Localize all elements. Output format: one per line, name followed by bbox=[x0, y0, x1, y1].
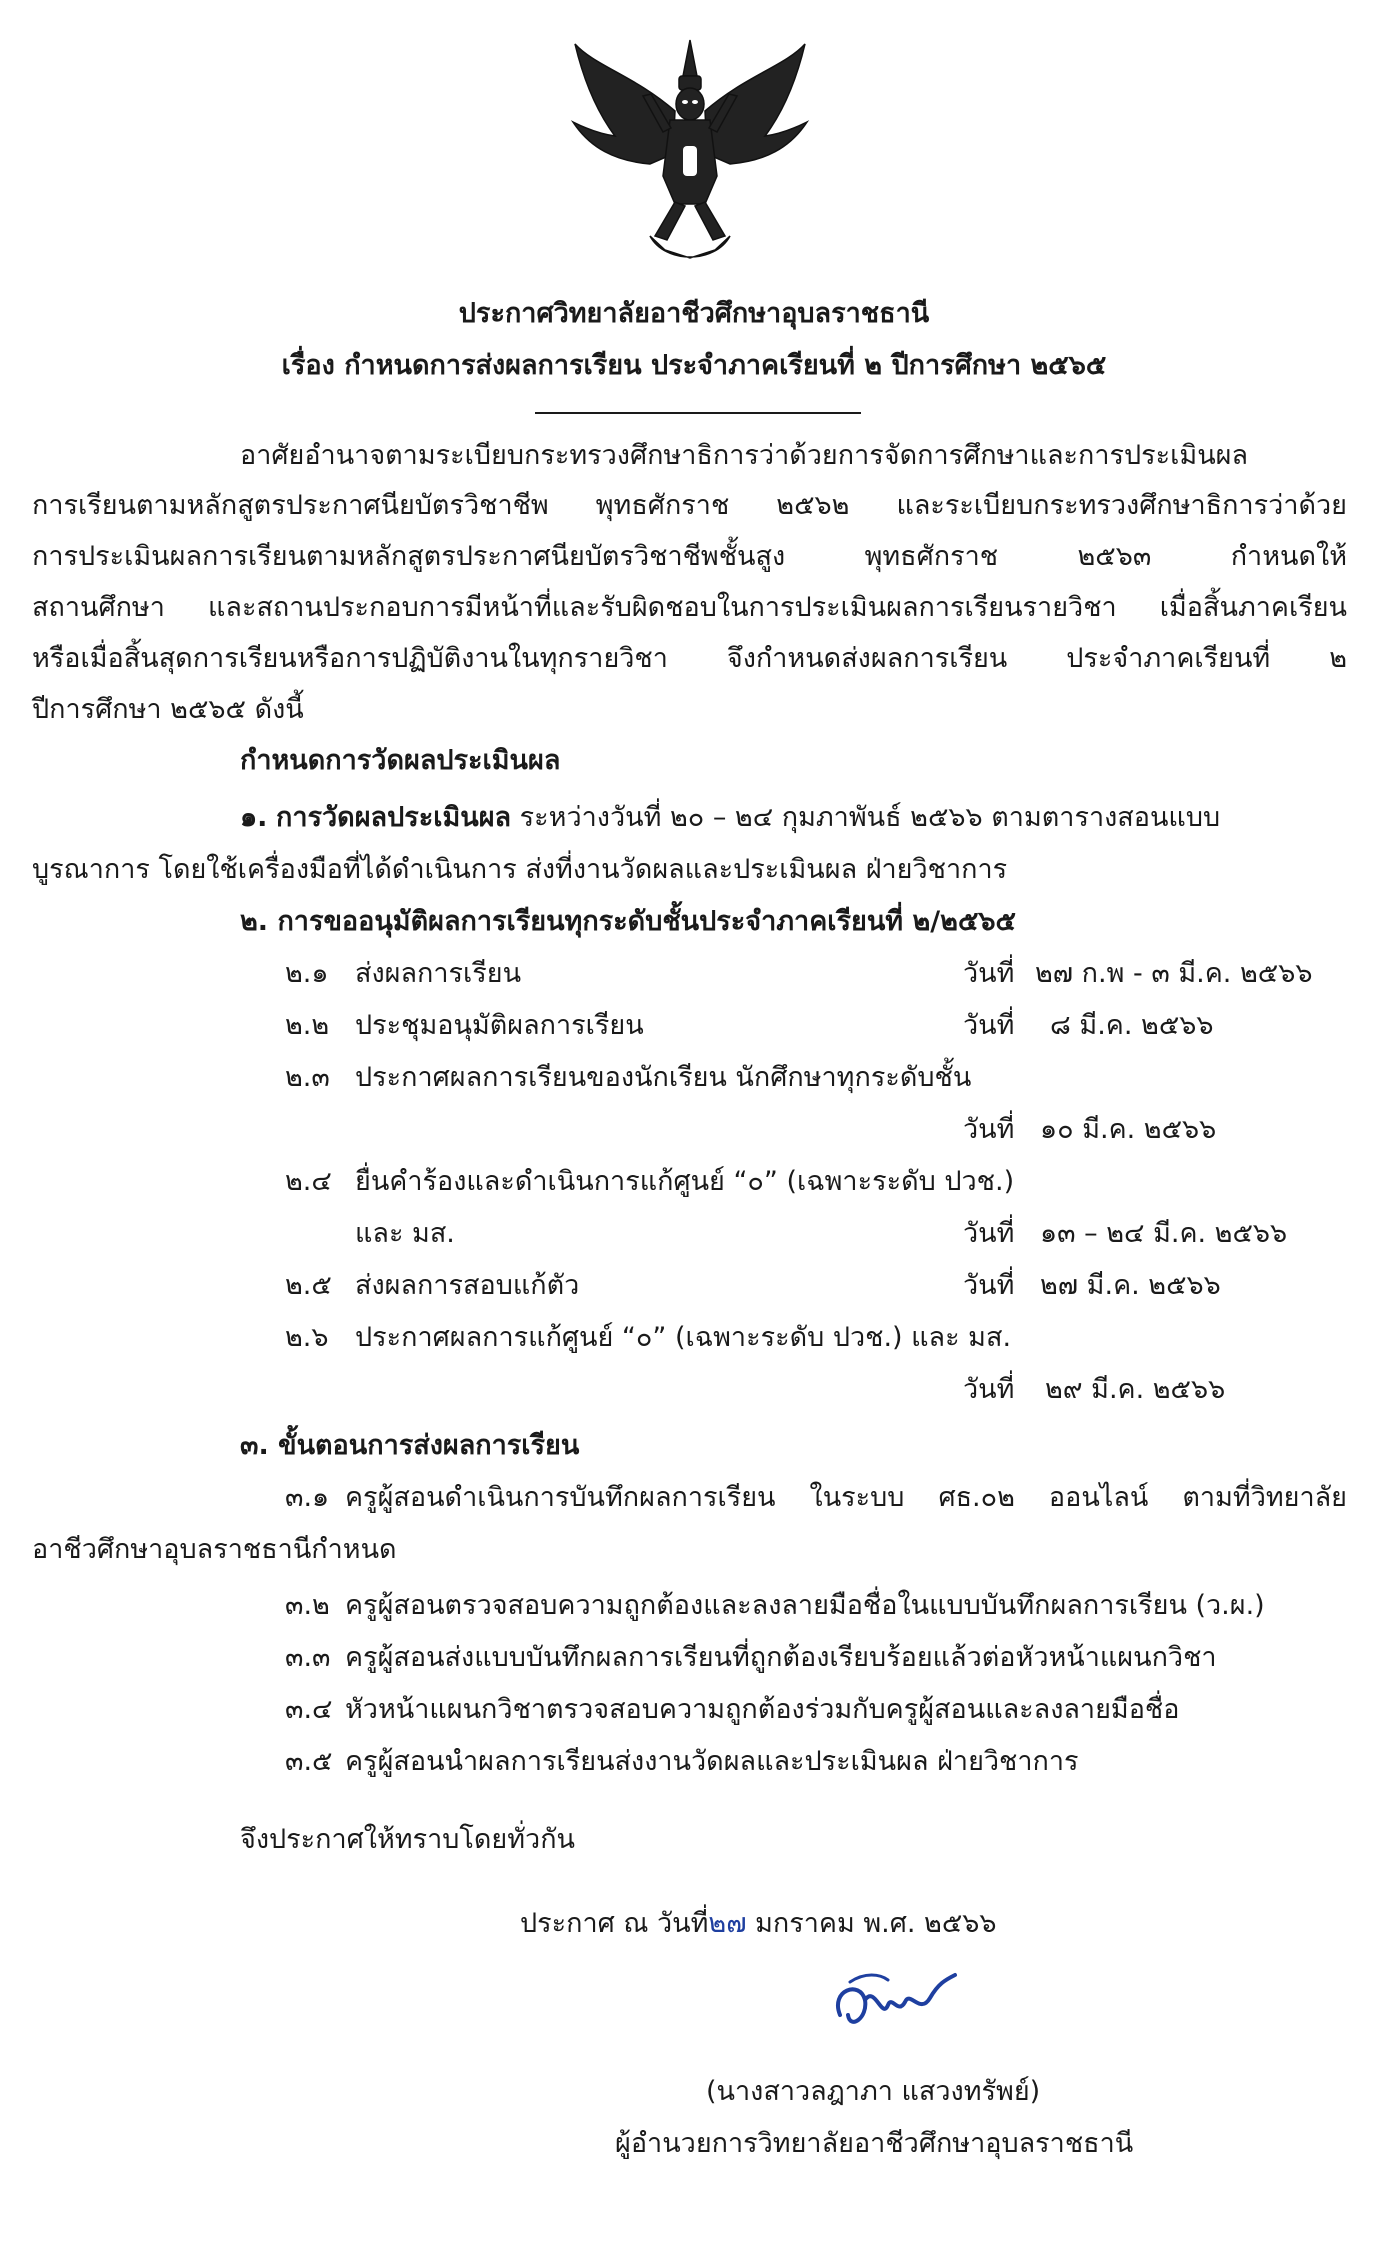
garuda-emblem-icon bbox=[555, 36, 825, 268]
item3-4-number: ๓.๔ bbox=[285, 1694, 333, 1725]
item1-text-2: บูรณาการ โดยใช้เครื่องมือที่ได้ดำเนินการ ส่งที่งานวัดผลและประเมินผล ฝ่ายวิชาการ bbox=[32, 854, 1008, 885]
item3-1-number: ๓.๑ bbox=[285, 1482, 330, 1513]
item2-5-date-label: วันที่ bbox=[963, 1270, 1015, 1301]
intro-line-1: อาศัยอำนาจตามระเบียบกระทรวงศึกษาธิการว่าด้วยการจัดการศึกษาและการประเมินผล bbox=[240, 440, 1249, 471]
item3-1-text-2: อาชีวศึกษาอุบลราชธานีกำหนด bbox=[32, 1534, 397, 1565]
item3-3-text: ครูผู้สอนส่งแบบบันทึกผลการเรียนที่ถูกต้องเรียบร้อยแล้วต่อหัวหน้าแผนกวิชา bbox=[345, 1642, 1217, 1673]
item2-6-number: ๒.๖ bbox=[285, 1322, 329, 1353]
intro-line-6: ปีการศึกษา ๒๕๖๕ ดังนี้ bbox=[32, 694, 304, 725]
closing-line: จึงประกาศให้ทราบโดยทั่วกัน bbox=[240, 1824, 575, 1855]
announce-suffix: มกราคม พ.ศ. ๒๕๖๖ bbox=[755, 1908, 997, 1939]
item2-3-text: ประกาศผลการเรียนของนักเรียน นักศึกษาทุกระดับชั้น bbox=[355, 1062, 972, 1093]
item3-heading: ๓. ขั้นตอนการส่งผลการเรียน bbox=[240, 1430, 580, 1461]
item2-4-date: ๑๓ – ๒๔ มี.ค. ๒๕๖๖ bbox=[1040, 1218, 1288, 1249]
item2-6-text: ประกาศผลการแก้ศูนย์ “๐” (เฉพาะระดับ ปวช.) และ มส. bbox=[355, 1322, 1012, 1353]
announcement-subject: เรื่อง กำหนดการส่งผลการเรียน ประจำภาคเรียนที่ ๒ ปีการศึกษา ๒๕๖๕ bbox=[281, 350, 1107, 381]
title-divider bbox=[535, 412, 861, 414]
item3-1-text: ครูผู้สอนดำเนินการบันทึกผลการเรียน ในระบบ ศธ.๐๒ ออนไลน์ ตามที่วิทยาลัย bbox=[345, 1482, 1347, 1513]
announcement-title: ประกาศวิทยาลัยอาชีวศึกษาอุบลราชธานี bbox=[458, 298, 930, 329]
item2-3-date: ๑๐ มี.ค. ๒๕๖๖ bbox=[1040, 1114, 1217, 1145]
signer-name: (นางสาวลฎาภา แสวงทรัพย์) bbox=[706, 2076, 1041, 2107]
item2-1-date: ๒๗ ก.พ - ๓ มี.ค. ๒๕๖๖ bbox=[1035, 958, 1313, 989]
intro-line-3: การประเมินผลการเรียนตามหลักสูตรประกาศนียบัตรวิชาชีพชั้นสูง พุทธศักราช ๒๕๖๓ กำหนดให้ bbox=[32, 541, 1347, 572]
item1-text: ระหว่างวันที่ ๒๐ – ๒๔ กุมภาพันธ์ ๒๕๖๖ ตามตารางสอนแบบ bbox=[519, 802, 1221, 833]
announce-date bbox=[520, 1906, 997, 1942]
signer-position: ผู้อำนวยการวิทยาลัยอาชีวศึกษาอุบลราชธานี bbox=[615, 2128, 1134, 2159]
item1-number: ๑. bbox=[240, 802, 268, 833]
section-heading: กำหนดการวัดผลประเมินผล bbox=[240, 745, 561, 776]
item3-4-text: หัวหน้าแผนกวิชาตรวจสอบความถูกต้องร่วมกับครูผู้สอนและลงลายมือชื่อ bbox=[345, 1694, 1180, 1725]
intro-line-5: หรือเมื่อสิ้นสุดการเรียนหรือการปฏิบัติงานในทุกรายวิชา จึงกำหนดส่งผลการเรียน ประจำภาคเรียนที่ ๒ bbox=[32, 643, 1347, 674]
intro-line-4: สถานศึกษา และสถานประกอบการมีหน้าที่และรับผิดชอบในการประเมินผลการเรียนรายวิชา เมื่อสิ้นภาคเรียน bbox=[32, 592, 1347, 623]
item2-2-number: ๒.๒ bbox=[285, 1010, 330, 1041]
item2-5-text: ส่งผลการสอบแก้ตัว bbox=[355, 1270, 580, 1301]
item3-3-number: ๓.๓ bbox=[285, 1642, 331, 1673]
announce-prefix: ประกาศ ณ วันที่ bbox=[520, 1908, 709, 1939]
item2-heading: ๒. การขออนุมัติผลการเรียนทุกระดับชั้นประจำภาคเรียนที่ ๒/๒๕๖๕ bbox=[240, 906, 1016, 937]
item2-5-date: ๒๗ มี.ค. ๒๕๖๖ bbox=[1040, 1270, 1221, 1301]
item2-1-number: ๒.๑ bbox=[285, 958, 329, 989]
item3-5-number: ๓.๕ bbox=[285, 1746, 333, 1777]
item2-4-number: ๒.๔ bbox=[285, 1166, 332, 1197]
item2-2-date-label: วันที่ bbox=[963, 1010, 1015, 1041]
item1-line bbox=[240, 800, 1220, 836]
item2-5-number: ๒.๕ bbox=[285, 1270, 332, 1301]
item2-4-date-label: วันที่ bbox=[963, 1218, 1015, 1249]
item2-2-date: ๘ มี.ค. ๒๕๖๖ bbox=[1050, 1010, 1214, 1041]
item2-1-date-label: วันที่ bbox=[963, 958, 1015, 989]
item2-4-text: ยื่นคำร้องและดำเนินการแก้ศูนย์ “๐” (เฉพาะระดับ ปวช.) bbox=[355, 1166, 1015, 1197]
item2-6-date: ๒๙ มี.ค. ๒๕๖๖ bbox=[1045, 1374, 1226, 1405]
item2-3-date-label: วันที่ bbox=[963, 1114, 1015, 1145]
announce-day: ๒๗ bbox=[708, 1908, 747, 1939]
item2-4-text-2: และ มส. bbox=[355, 1218, 455, 1249]
intro-line-2: การเรียนตามหลักสูตรประกาศนียบัตรวิชาชีพ พุทธศักราช ๒๕๖๒ และระเบียบกระทรวงศึกษาธิการว่าด้วย bbox=[32, 490, 1347, 521]
item2-3-number: ๒.๓ bbox=[285, 1062, 330, 1093]
item2-2-text: ประชุมอนุมัติผลการเรียน bbox=[355, 1010, 644, 1041]
item3-5-text: ครูผู้สอนนำผลการเรียนส่งงานวัดผลและประเมินผล ฝ่ายวิชาการ bbox=[345, 1746, 1079, 1777]
item1-title: การวัดผลประเมินผล bbox=[276, 802, 512, 833]
item2-6-date-label: วันที่ bbox=[963, 1374, 1015, 1405]
signature bbox=[820, 1960, 970, 2050]
item3-2-number: ๓.๒ bbox=[285, 1590, 330, 1621]
item3-2-text: ครูผู้สอนตรวจสอบความถูกต้องและลงลายมือชื่อในแบบบันทึกผลการเรียน (ว.ผ.) bbox=[345, 1590, 1265, 1621]
item2-1-text: ส่งผลการเรียน bbox=[355, 958, 522, 989]
